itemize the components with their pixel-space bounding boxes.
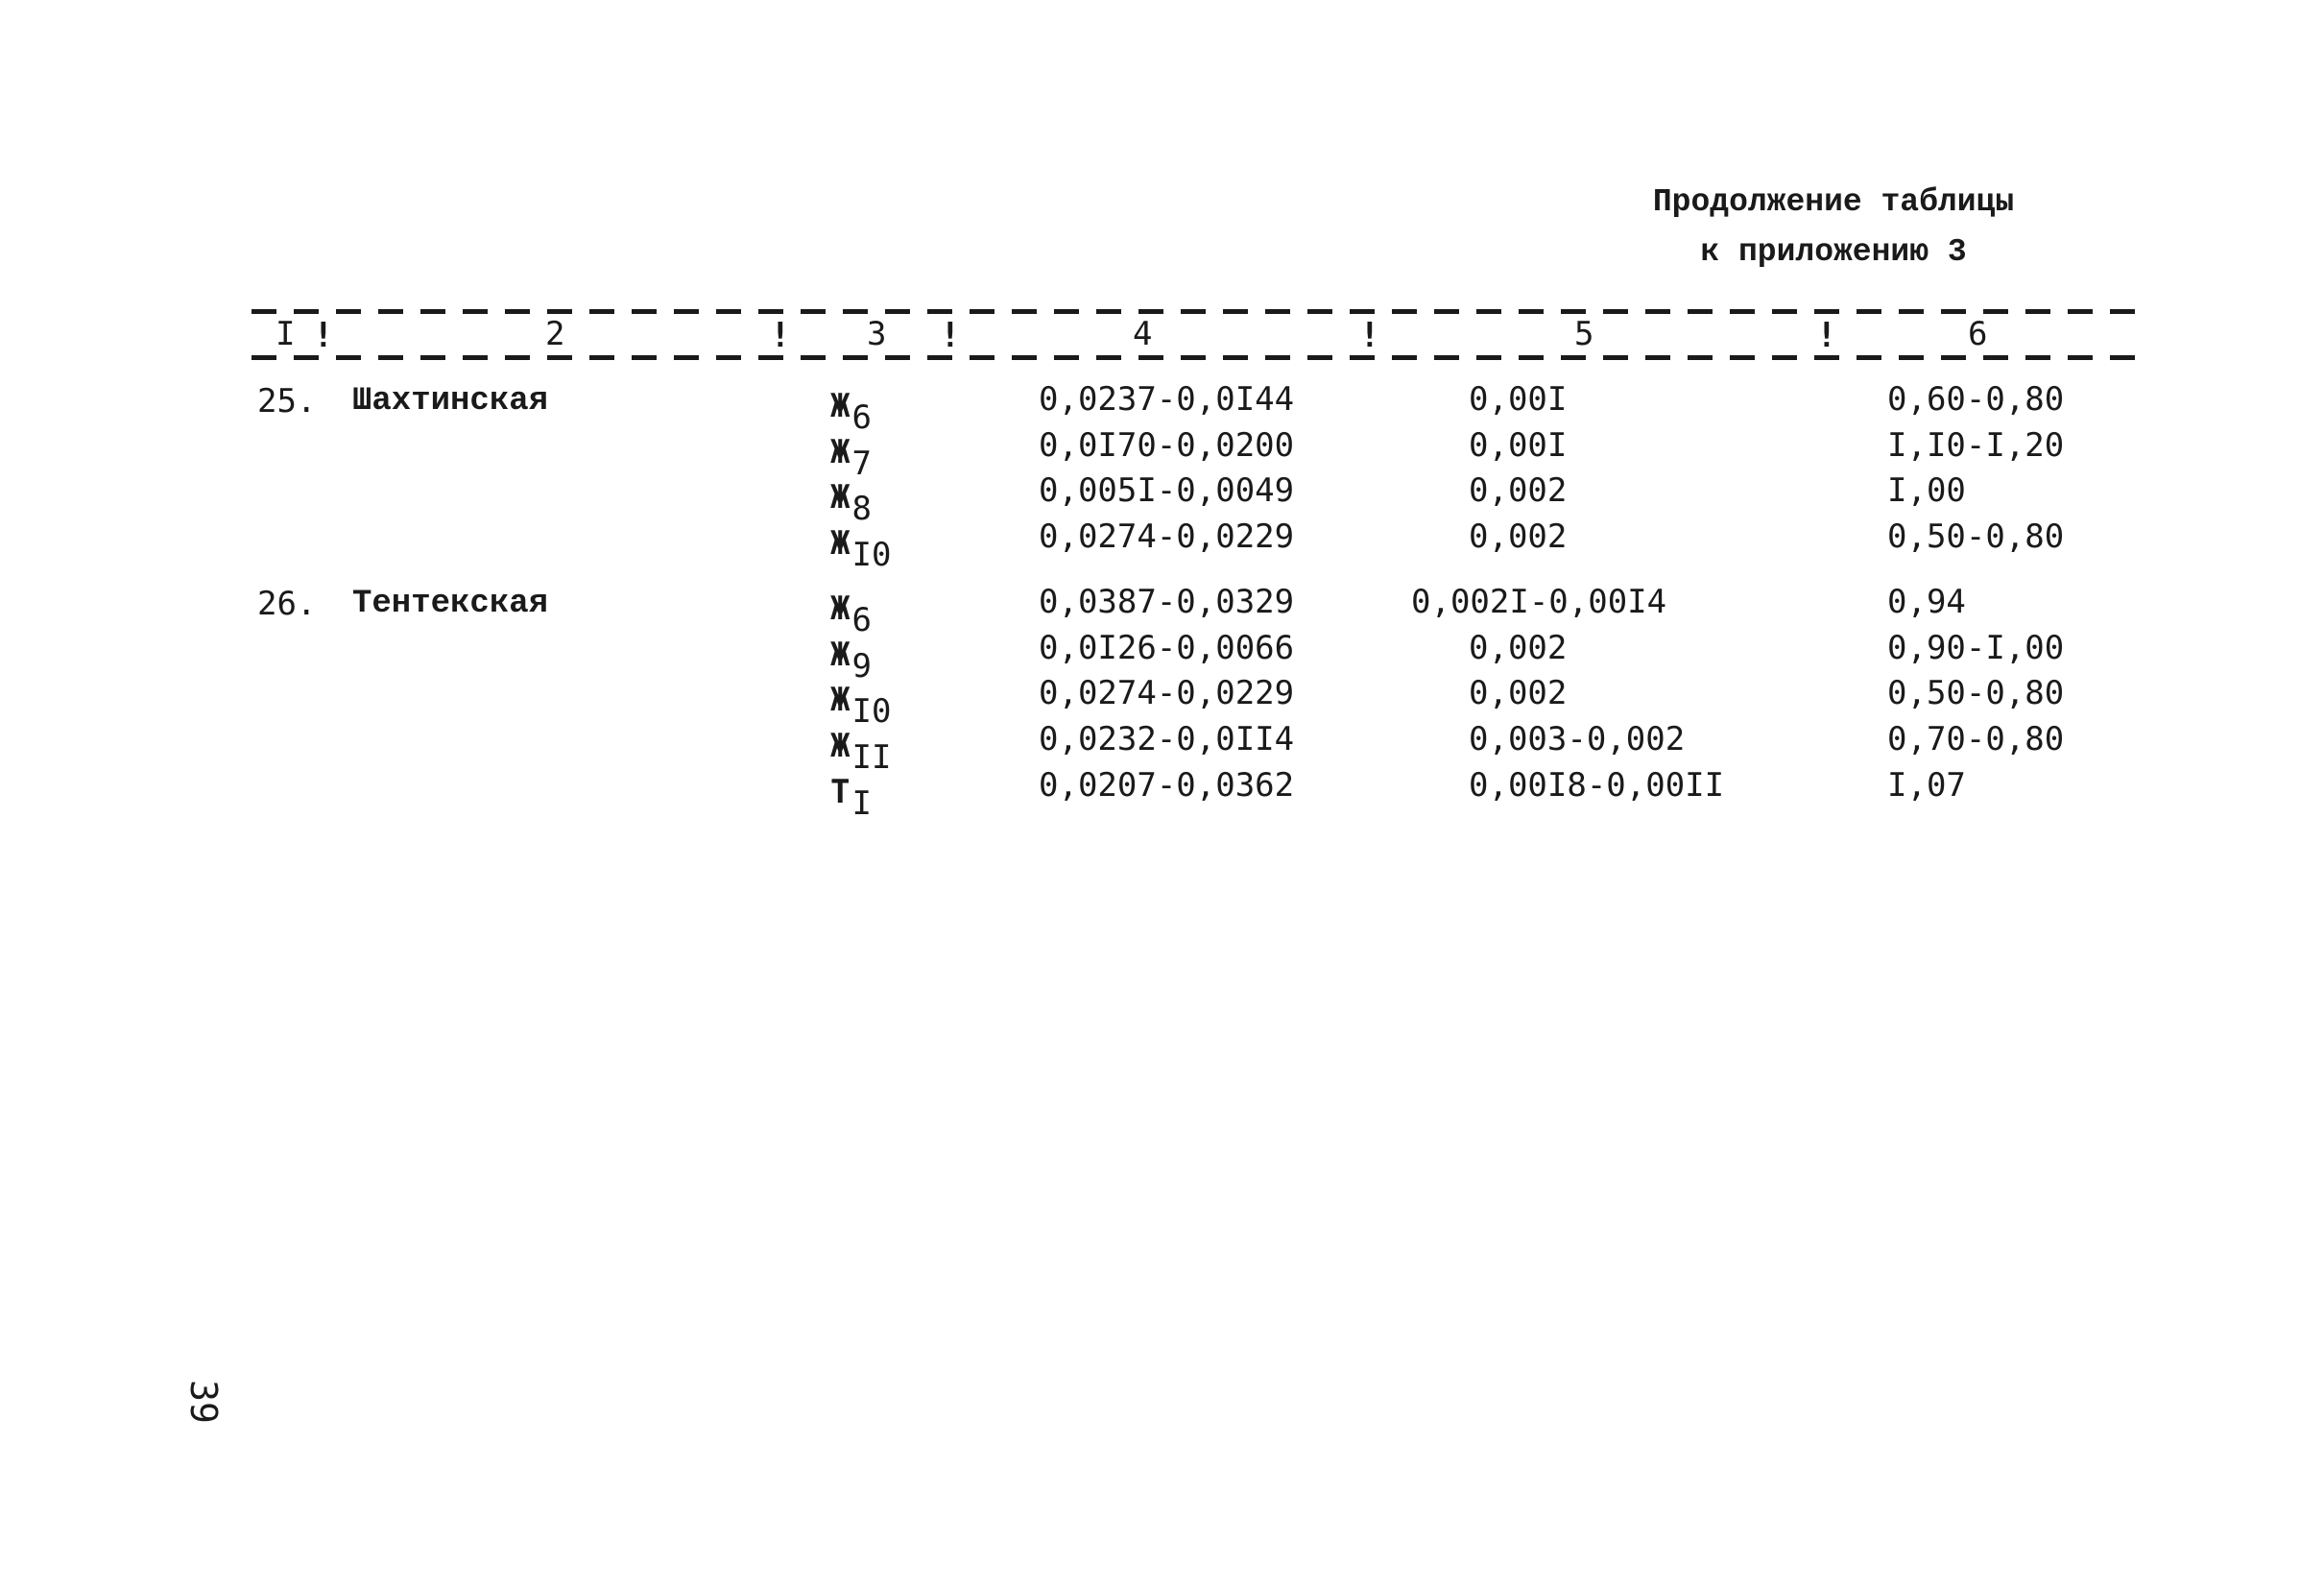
symbol-index: 9 (851, 647, 872, 686)
header-col-6: 6 (1968, 315, 1988, 353)
symbol-cell (830, 727, 891, 777)
cell-col-5: 0,00I (1469, 426, 1568, 465)
symbol-cell (830, 387, 872, 437)
group-number: 26. (257, 585, 317, 623)
symbol-letter: Ж (830, 727, 851, 765)
cell-col-5: 0,00I (1469, 380, 1568, 419)
cell-col-4: 0,0207-0,0362 (1039, 766, 1295, 805)
symbol-index: 7 (851, 445, 872, 483)
header-col-4: 4 (1133, 315, 1153, 353)
table-continuation-caption (1632, 178, 2035, 277)
cell-col-5: 0,002 (1469, 471, 1568, 510)
cell-col-5: 0,002I-0,00I4 (1411, 583, 1667, 621)
header-col-3: 3 (867, 315, 887, 353)
header-separator: ! (1359, 316, 1380, 355)
symbol-cell (830, 636, 872, 686)
cell-col-5: 0,002 (1469, 517, 1568, 556)
cell-col-6: 0,60-0,80 (1887, 380, 2065, 419)
header-top-rule (252, 309, 2141, 314)
cell-col-4: 0,0387-0,0329 (1039, 583, 1295, 621)
header-bottom-rule (252, 355, 2141, 360)
page-number: 39 (182, 1380, 225, 1424)
symbol-index: I0 (851, 536, 892, 574)
symbol-letter: Ж (830, 387, 851, 425)
symbol-letter: Ж (830, 589, 851, 628)
group-number: 25. (257, 382, 317, 421)
cell-col-4: 0,0I70-0,0200 (1039, 426, 1295, 465)
group-name: Тентекская (352, 586, 549, 622)
cell-col-4: 0,0274-0,0229 (1039, 517, 1295, 556)
cell-col-5: 0,003-0,002 (1469, 720, 1686, 758)
header-separator: ! (1816, 316, 1837, 355)
cell-col-4: 0,005I-0,0049 (1039, 471, 1295, 510)
symbol-index: I0 (851, 692, 892, 731)
caption-line-1: Продолжение таблицы (1652, 184, 2015, 220)
symbol-letter: Ж (830, 636, 851, 674)
cell-col-4: 0,0237-0,0I44 (1039, 380, 1295, 419)
header-col-2: 2 (545, 315, 565, 353)
cell-col-5: 0,00I8-0,00II (1469, 766, 1725, 805)
caption-line-2: к приложению 3 (1700, 234, 1967, 270)
cell-col-6: I,00 (1887, 471, 1966, 510)
symbol-letter: Ж (830, 524, 851, 563)
symbol-cell (830, 478, 872, 528)
symbol-index: 6 (851, 601, 872, 639)
header-col-5: 5 (1574, 315, 1594, 353)
symbol-index: 6 (851, 398, 872, 437)
symbol-letter: Т (830, 773, 851, 811)
symbol-letter: Ж (830, 433, 851, 471)
header-col-1: I (276, 315, 296, 353)
cell-col-6: 0,50-0,80 (1887, 517, 2065, 556)
cell-col-4: 0,0I26-0,0066 (1039, 629, 1295, 667)
symbol-index: II (851, 738, 892, 777)
cell-col-4: 0,0274-0,0229 (1039, 674, 1295, 712)
header-separator: ! (313, 316, 334, 355)
cell-col-5: 0,002 (1469, 674, 1568, 712)
symbol-index: 8 (851, 490, 872, 528)
cell-col-6: I,I0-I,20 (1887, 426, 2065, 465)
symbol-letter: Ж (830, 681, 851, 719)
cell-col-6: 0,50-0,80 (1887, 674, 2065, 712)
cell-col-6: 0,90-I,00 (1887, 629, 2065, 667)
symbol-letter: Ж (830, 478, 851, 517)
header-separator: ! (940, 316, 961, 355)
header-separator: ! (770, 316, 791, 355)
symbol-cell (830, 524, 891, 574)
symbol-cell (830, 589, 872, 639)
group-name: Шахтинская (352, 383, 549, 420)
symbol-cell (830, 433, 872, 483)
cell-col-4: 0,0232-0,0II4 (1039, 720, 1295, 758)
symbol-cell (830, 773, 872, 823)
cell-col-6: 0,70-0,80 (1887, 720, 2065, 758)
symbol-cell (830, 681, 891, 731)
symbol-index: I (851, 784, 872, 823)
cell-col-6: 0,94 (1887, 583, 1966, 621)
cell-col-5: 0,002 (1469, 629, 1568, 667)
cell-col-6: I,07 (1887, 766, 1966, 805)
